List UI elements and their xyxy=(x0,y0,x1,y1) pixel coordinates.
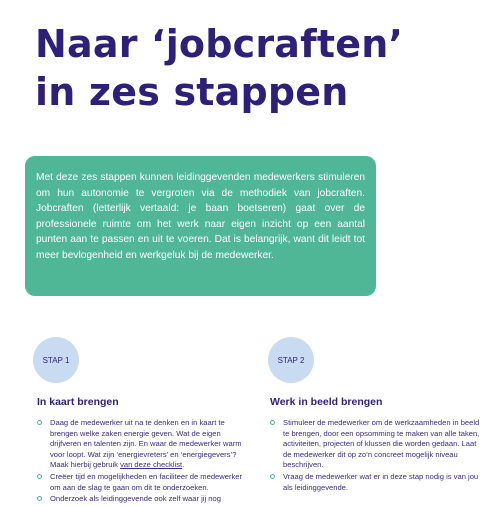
list-item-text: Vraag de medewerker wat er in deze stap nodig is van jou als leidinggevende. xyxy=(283,471,479,492)
circle-bullet-icon xyxy=(37,474,42,479)
list-item xyxy=(37,494,247,505)
page-title-line-1: Naar ‘jobcraften’ xyxy=(35,22,404,66)
intro-box: Met deze zes stappen kunnen leidinggevenden medewerkers stimuleren om hun autonomie te vergroten via de methodiek van jobcraften. Jobcraften (letterlijk vertaald: je baan boetseren) gaat over de professionele ruimte om het werk naar eigen inzicht op een aantal punten aan te passen en uit te voeren. Dat is belangrijk, want dit leidt tot meer bevlogenheid en werkgeluk bij de medewerker. xyxy=(25,156,376,296)
step-1-heading: In kaart brengen xyxy=(37,396,119,408)
list-item-text-end: . xyxy=(182,460,185,470)
page-title-line-2: in zes stappen xyxy=(35,70,349,114)
list-item xyxy=(37,418,247,471)
list-item xyxy=(270,418,480,471)
circle-bullet-icon xyxy=(270,474,275,479)
step-1-list xyxy=(37,418,247,505)
step-2-heading: Werk in beeld brengen xyxy=(270,396,383,408)
circle-bullet-icon xyxy=(270,420,275,425)
list-item-text: Onderzoek als leidinggevende ook zelf waar jij nog xyxy=(50,494,221,504)
list-item-text: Stimuleer de medewerker om de werkzaamheden in beeld te brengen, door een opsomming te maken van alle taken, activiteiten, projecten of klussen die worden gedaan. Laat de medewerker dit op zo’n concreet mogelijk niveau beschrijven. xyxy=(283,418,480,470)
circle-bullet-icon xyxy=(37,420,42,425)
step-1-badge: STAP 1 xyxy=(33,337,79,383)
step-2-list xyxy=(270,418,480,493)
checklist-link[interactable]: van deze checklist xyxy=(120,460,183,470)
list-item xyxy=(37,472,247,493)
step-1-column xyxy=(37,396,247,506)
circle-bullet-icon xyxy=(37,496,42,501)
list-item-text: Creëer tijd en mogelijkheden en faciliteer de medewerker om aan de slag te gaan om dit te onderzoeken. xyxy=(50,471,243,492)
list-item-text: Daag de medewerker uit na te denken en in kaart te brengen welke zaken energie geven. Wat de eigen drijfveren en talenten zijn. En waar de medewerker warm voor loopt. Wat zijn ‘energievreters’ en ‘energiegevers’? Maak hierbij gebruik xyxy=(50,418,242,470)
list-item xyxy=(270,472,480,493)
step-2-column xyxy=(270,396,480,494)
step-2-badge: STAP 2 xyxy=(268,337,314,383)
page-title xyxy=(35,20,475,116)
